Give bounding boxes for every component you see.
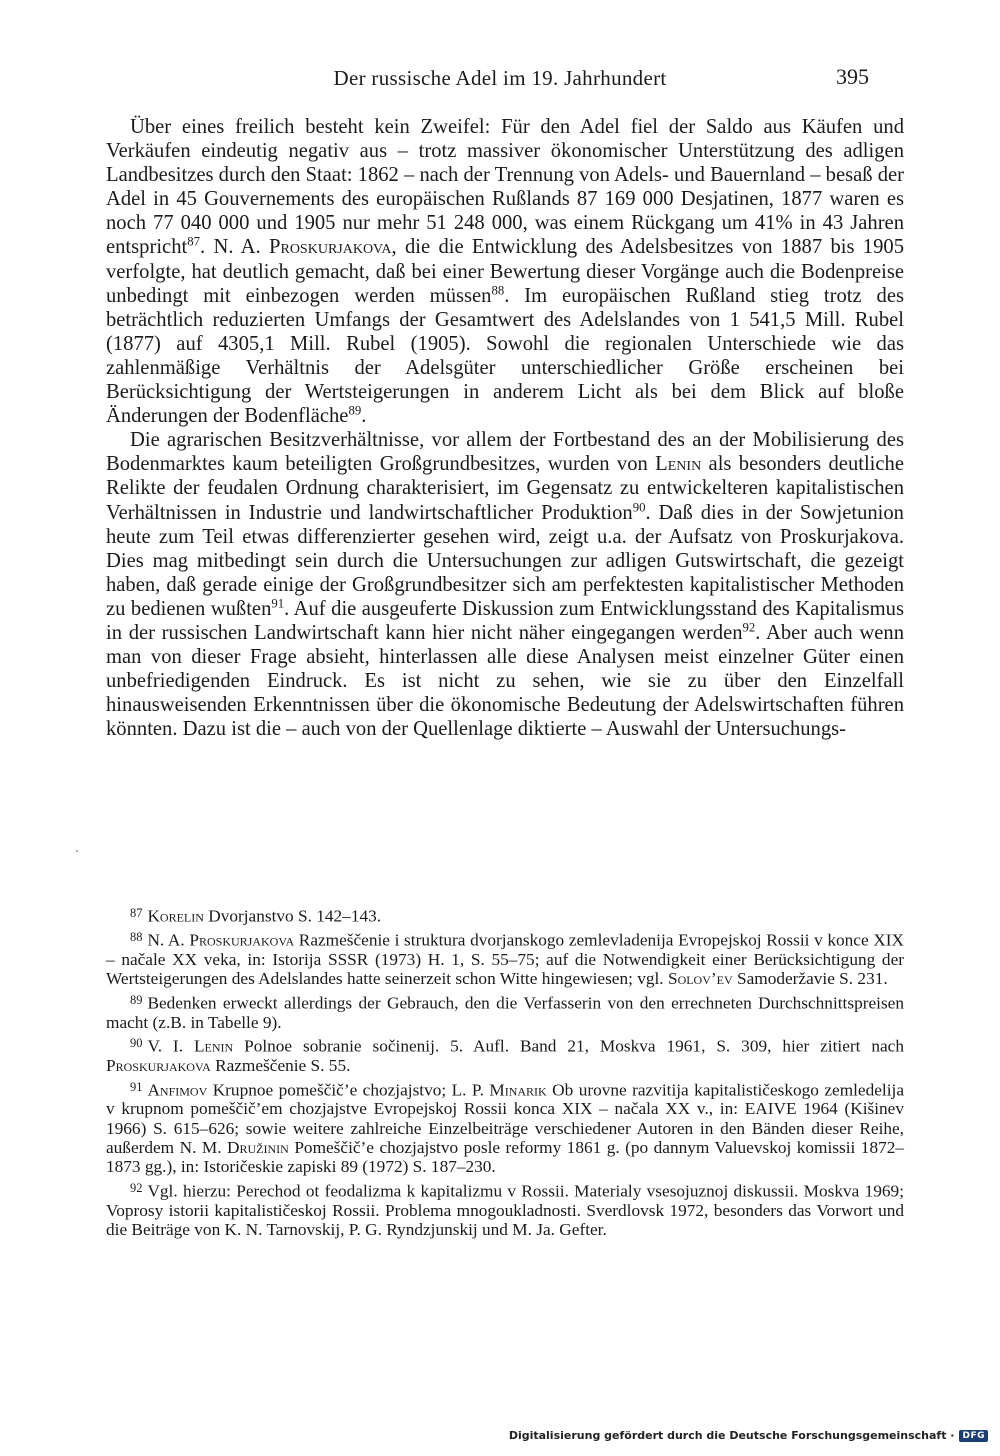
footnote-ref-90[interactable]: 90 xyxy=(632,499,646,514)
author-name: Proskurjakova xyxy=(106,1056,211,1076)
author-name: Družinin xyxy=(227,1138,289,1158)
text-run: . Daß dies in der Sowjetunion heute zum Teil etwas differenzierter gesehen wird, zeigt u.a. der Aufsatz von Proskurjakova. Dies mag mitbedingt sein durch die Untersuchungen zur adligen Gutswirtschaft, die gezeigt haben, daß gerade einige der Großgrundbesitzer sich am perfektesten kapitalistischer Methoden zu bedienen wußten xyxy=(106,501,904,620)
footnote-ref-88[interactable]: 88 xyxy=(491,283,505,297)
footnote-90 xyxy=(106,1034,904,1075)
footnote-text: V. I. xyxy=(147,1036,194,1056)
running-header: Der russische Adel im 19. Jahrhundert xyxy=(333,66,667,90)
page-number: 395 xyxy=(836,64,869,89)
footnote-text: N. A. xyxy=(147,930,190,950)
footnote-text: Vgl. hierzu: Perechod ot feodalizma k kapitalizmu v Rossii. Materialy vsesojuznoj diskussii. Moskva 1969; Voprosy istorii kapitalističeskoj Rossii. Problema mnogoukladnosti. Sverdlovsk 1972, besonders das Vorwort und die Beiträge von K. N. Tarnovskij, P. G. Ryndzjunskij und M. Ja. Gefter. xyxy=(106,1181,904,1240)
paragraph-2 xyxy=(106,428,904,741)
footnote-text: Polnoe sobranie sočinenij. 5. Aufl. Band 21, Moskva 1961, S. 309, hier zitiert nach xyxy=(233,1036,904,1056)
author-name: Lenin xyxy=(655,453,702,476)
footnote-ref-89[interactable]: 89 xyxy=(348,403,362,418)
footnote-text: Samoderžavie S. 231. xyxy=(732,969,888,989)
footnote-text: Bedenken erweckt allerdings der Gebrauch, den die Verfasserin von den errechneten Durchschnittspreisen macht (z.B. in Tabelle 9). xyxy=(106,993,904,1032)
footnote-text: Dvorjanstvo S. 142–143. xyxy=(203,906,382,926)
author-name: Anfimov xyxy=(147,1080,208,1100)
text-run: . xyxy=(361,405,367,428)
footnote-text: Krupnoe pomeščič’e chozjajstvo; L. P. xyxy=(207,1080,490,1100)
footnote-text: Razmeščenie S. 55. xyxy=(210,1056,351,1076)
footnote-92 xyxy=(106,1179,904,1239)
text-run: . Im europäischen Rußland stieg trotz des beträchtlich reduzierten Umfangs der Gesamtwert des Adelslandes von 1 541,5 Mill. Rubel (1877) auf 4305,1 Mill. Rubel (1905). Sowohl die regionalen Unterschiede wie das zahlenmäßige Verhältnis der Adelsgüter unterschiedlicher Größe erscheinen bei Berücksichtigung der Wertsteigerungen in anderem Licht als bei dem Blick auf bloße Änderungen der Bodenfläche xyxy=(106,284,904,428)
footnote-89 xyxy=(106,991,904,1032)
text-run: . Auf die ausgeuferte Diskussion zum Entwicklungsstand des Kapitalismus in der russischen Landwirtschaft kann hier nicht näher eingegangen werden xyxy=(106,597,904,644)
footnote-number: 90 xyxy=(130,1036,143,1051)
footnote-91 xyxy=(106,1078,904,1177)
footnote-number: 88 xyxy=(130,930,143,945)
footnote-87 xyxy=(106,904,904,926)
author-name: Korelin xyxy=(147,906,204,926)
footnote-ref-92[interactable]: 92 xyxy=(742,620,756,635)
text-run: , die die Entwicklung des Adelsbesitzes von 1887 bis 1905 verfolgte, hat deutlich gemacht, daß bei einer Bewertung dieser Vorgänge auch die Bodenpreise unbedingt mit einbezogen werden müssen xyxy=(106,236,904,307)
text-run: . N. A. xyxy=(199,236,270,259)
digitization-credit xyxy=(509,1429,988,1442)
text-run: als besonders deutliche Relikte der feudalen Ordnung charakterisiert, im Gegensatz zu entwickelteren kapitalistischen Verhältnissen in Industrie und landwirtschaftlicher Produktion xyxy=(106,453,904,524)
author-name: Solov’ev xyxy=(667,969,733,989)
footnote-number: 89 xyxy=(130,992,143,1007)
text-run: . Aber auch wenn man von dieser Frage absieht, hinterlassen alle diese Analysen meist einzelner Güter einen unbefriedigenden Eindruck. Es ist nicht zu sehen, wie sie zu über den Einzelfall hinausweisenden Erkenntnissen über die ökonomische Bedeutung der Adelswirtschaften führen könnten. Dazu ist die – auch von der Quellenlage diktierte – Auswahl der Untersuchungs- xyxy=(106,621,905,741)
text-run: Über eines freilich besteht kein Zweifel: Für den Adel fiel der Saldo aus Käufen und Verkäufen eindeutig negativ aus – trotz massiver ökonomischer Unterstützung des adligen Landbesitzes durch den Staat: 1862 – nach der Trennung von Adels- und Bauernland – besaß der Adel in 45 Gouvernements des europäischen Rußlands 87 169 000 Desjatinen, 1877 waren es noch 77 040 000 und 1905 nur mehr 51 248 000, was einem Rückgang um 41% in 43 Jahren entspricht xyxy=(106,116,904,259)
footnote-number: 91 xyxy=(130,1079,143,1094)
author-name: Proskurjakova xyxy=(269,236,392,259)
footnote-text: Ob urovne razvitija kapitalističeskogo zemledelija v krupnom pomeščič’em chozjajstve Evropejskoj Rossii konca XIX – načala XX v., in: EAIVE 1964 (Kišinev 1966) S. 615–626; sowie weitere zahlreiche Einzelbeiträge verschiedener Autoren in den Bänden dieser Reihe, außerdem N. M. xyxy=(106,1080,904,1158)
footnote-88 xyxy=(106,928,904,988)
scan-speck xyxy=(76,850,78,852)
footnote-ref-87[interactable]: 87 xyxy=(187,234,200,249)
dfg-logo-icon: DFG xyxy=(959,1430,988,1442)
author-name: Minarik xyxy=(489,1080,547,1100)
footnote-text: Pomeščič’e chozjajstvo posle reformy 1861 g. (po dannym Valuevskoj komissii 1872–1873 gg.), in: Istoričeskie zapiski 89 (1972) S. 187–230. xyxy=(106,1138,905,1177)
footnote-number: 87 xyxy=(130,906,143,920)
footnotes xyxy=(106,904,904,1242)
footnote-ref-91[interactable]: 91 xyxy=(271,596,285,611)
footnote-number: 92 xyxy=(130,1181,143,1196)
footnote-text: Razmeščenie i struktura dvorjanskogo zemlevladenija Evropejskoj Rossii v konce XIX – načale XX veka, in: Istorija SSSR (1973) H. 1, S. 55–75; auf die Notwendigkeit einer Berücksichtigung der Wertsteigerungen des Adelslandes hatte seinerzeit schon Witte hingewiesen; vgl. xyxy=(106,930,905,989)
paragraph-1 xyxy=(106,115,904,428)
author-name: Proskurjakova xyxy=(189,930,295,950)
author-name: Lenin xyxy=(193,1036,234,1056)
text-run: Die agrarischen Besitzverhältnisse, vor allem der Fortbestand des an der Mobilisierung des Bodenmarktes kaum beteiligten Großgrundbesitzes, wurden von xyxy=(106,429,904,476)
body-text xyxy=(106,115,904,741)
credit-text: Digitalisierung gefördert durch die Deutsche Forschungsgemeinschaft · xyxy=(508,1429,955,1442)
